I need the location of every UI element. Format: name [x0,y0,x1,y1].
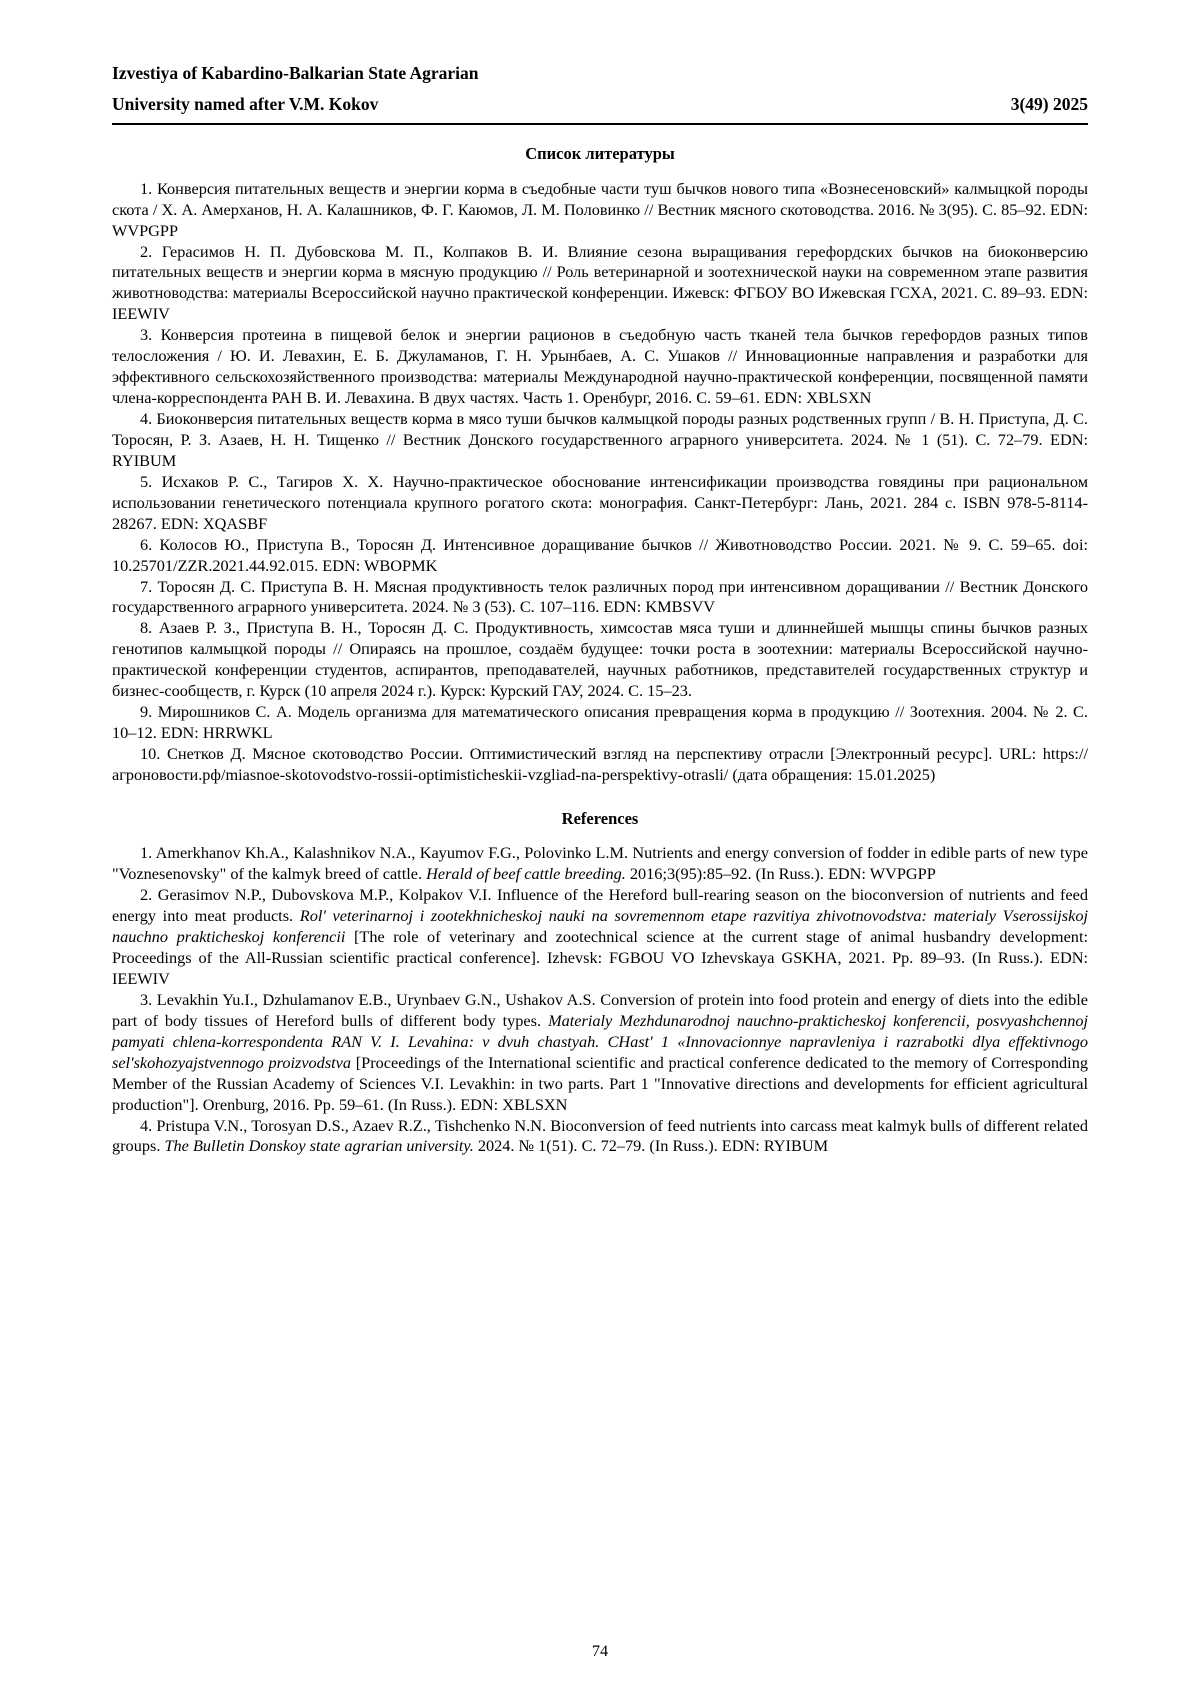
reference-item-ru: 2. Герасимов Н. П. Дубовскова М. П., Колпаков В. И. Влияние сезона выращивания герефордских бычков на биоконверсию питательных веществ и энергии корма в мясную продукцию // Роль ветеринарной и зоотехнической науки на современном этапе развития животноводства: материалы Всероссийской научно практической конференции. Ижевск: ФГБОУ ВО Ижевская ГСХА, 2021. С. 89–93. EDN: IEEWIV [112,241,1088,324]
reference-item-ru: 5. Исхаков Р. С., Тагиров Х. Х. Научно-практическое обоснование интенсификации производства говядины при рациональном использовании генетического потенциала крупного рогатого скота: монография. Санкт-Петербург: Лань, 2021. 284 с. ISBN 978-5-8114-28267. EDN: XQASBF [112,471,1088,533]
reference-text: 3. Levakhin Yu.I., Dzhulamanov E.B., Urynbaev G.N., Ushakov A.S. Conversion of protein into food protein and energy of diets into the edible part of body tissues of Hereford bulls of different body types. [112,989,1088,1030]
reference-text: 2024. № 1(51). С. 72–79. (In Russ.). EDN: RYIBUM [473,1136,829,1156]
reference-text: [The role of veterinary and zootechnical science at the current stage of animal husbandry development: Proceedings of the All-Russian scientific practical conference]. Izhevsk: FGBOU VO Izhevskaya GSKHA, 2021. Pp. 89–93. (In Russ.). EDN: IEEWIV [112,927,1088,988]
reference-item-en [112,1116,1088,1158]
running-head-line-2 [112,89,1088,120]
running-head [112,58,1088,119]
reference-item-en [112,843,1088,885]
header-divider [112,123,1088,125]
running-head-line-1 [112,58,1088,89]
reference-list-ru [112,179,1088,786]
reference-item-ru: 3. Конверсия протеина в пищевой белок и энергии рационов в съедобную часть тканей тела бычков герефордов разных типов телосложения / Ю. И. Левахин, Е. Б. Джуламанов, Г. Н. Урынбаев, А. С. Ушаков // Инновационные направления и разработки для эффективного сельскохозяйственного производства: материалы Международной научно-практической конференции, посвященной памяти члена-корреспондента РАН В. И. Левахина. В двух частях. Часть 1. Оренбург, 2016. С. 59–61. EDN: XBLSXN [112,325,1088,408]
page-number: 74 [591,1641,609,1660]
reference-item-en [112,990,1088,1116]
reference-item-ru: 4. Биоконверсия питательных веществ корма в мясо туши бычков калмыцкой породы разных родственных групп / В. Н. Приступа, Д. С. Торосян, Р. З. Азаев, Н. Н. Тищенко // Вестник Донского государственного аграрного университета. 2024. № 1 (51). С. 72–79. EDN: RYIBUM [112,409,1088,470]
section-title-references-ru: Список литературы [525,144,675,164]
reference-text: [Proceedings of the International scientific and practical conference dedicated to the memory of Corresponding Member of the Russian Academy of Sciences V.I. Levakhin: in two parts. Part 1 "Innovative directions and developments for efficient agricultural production"]. Orenburg, 2016. Pp. 59–61. (In Russ.). EDN: XBLSXN [112,1052,1088,1114]
reference-list-en [112,843,1088,1157]
section-title-references-en: References [561,808,639,828]
reference-item-en [112,885,1088,990]
reference-text: 2. Gerasimov N.P., Dubovskova M.P., Kolpakov V.I. Influence of the Hereford bull-rearing season on the bioconversion of nutrients and feed energy into meat products. [112,885,1088,926]
reference-item-ru: 1. Конверсия питательных веществ и энергии корма в съедобные части туш бычков нового типа «Вознесеновский» калмыцкой породы скота / Х. А. Амерханов, Н. А. Калашников, Ф. Г. Каюмов, Л. М. Половинко // Вестник мясного скотоводства. 2016. № 3(95). С. 85–92. EDN: WVPGPP [112,178,1088,240]
reference-item-ru: 7. Торосян Д. С. Приступа В. Н. Мясная продуктивность телок различных пород при интенсивном доращивании // Вестник Донского государственного аграрного университета. 2024. № 3 (53). С. 107–116. EDN: KMBSVV [112,576,1088,617]
reference-item-ru: 9. Мирошников С. А. Модель организма для математического описания превращения корма в продукцию // Зоотехния. 2004. № 2. С. 10–12. EDN: HRRWKL [112,702,1088,743]
reference-text: 4. Pristupa V.N., Torosyan D.S., Azaev R.Z., Tishchenko N.N. Bioconversion of feed nutrients into carcass meat kalmyk bulls of different related groups. [112,1115,1088,1156]
journal-title-line-1: Izvestiya of Kabardino-Balkarian State Agrarian [112,63,479,83]
issue-number: 3(49) 2025 [1010,93,1088,114]
reference-item-ru: 10. Снетков Д. Мясное скотоводство России. Оптимистический взгляд на перспективу отрасли [Электронный ресурс]. URL: https://агроновости.рф/miasnoe-skotovodstvo-rossii-optimisticheskii-vzgliad-na-perspektivy-otrasli/ (дата обращения: 15.01.2025) [112,744,1088,784]
reference-text: 2016;3(95):85–92. (In Russ.). EDN: WVPGPP [625,864,936,884]
journal-title-line-2: University named after V.M. Kokov [112,93,379,114]
reference-title-italic: Materialy Mezhdunarodnoj nauchno-prakticheskoj konferencii, posvyashchennoj pamyati chlena-korrespondenta RAN V. I. Levahina: v dvuh chastyah. CHast' 1 «Innovacionnye napravleniya i razrabotki dlya effektivnogo sel'skohozyajstvennogo proizvodstva [112,1010,1088,1072]
reference-title-italic: The Bulletin Donskoy state agrarian university. [164,1136,474,1156]
reference-item-ru: 8. Азаев Р. З., Приступа В. Н., Торосян Д. С. Продуктивность, химсостав мяса туши и длиннейшей мышцы спины бычков разных генотипов калмыцкой породы // Опираясь на прошлое, создаём будущее: точки роста в зоотехнии: материалы Всероссийской научно-практической конференции студентов, аспирантов, преподавателей, научных работников, представителей государственных структур и бизнес-сообществ, г. Курск (10 апреля 2024 г.). Курск: Курский ГАУ, 2024. С. 15–23. [112,618,1088,701]
reference-item-ru: 6. Колосов Ю., Приступа В., Торосян Д. Интенсивное доращивание бычков // Животноводство России. 2021. № 9. С. 59–65. doi: 10.25701/ZZR.2021.44.92.015. EDN: WBOPMK [112,534,1088,575]
reference-title-italic: Herald of beef cattle breeding. [426,864,626,884]
reference-title-italic: Rol' veterinarnoj i zootekhnicheskoj nauki na sovremennom etape razvitiya zhivotnovodstva: materialy Vserossijskoj nauchno prakticheskoj konferencii [112,906,1088,947]
reference-text: 1. Amerkhanov Kh.A., Kalashnikov N.A., Kayumov F.G., Polovinko L.M. Nutrients and energy conversion of fodder in edible parts of new type "Voznesenovsky" of the kalmyk breed of cattle. [112,843,1088,884]
